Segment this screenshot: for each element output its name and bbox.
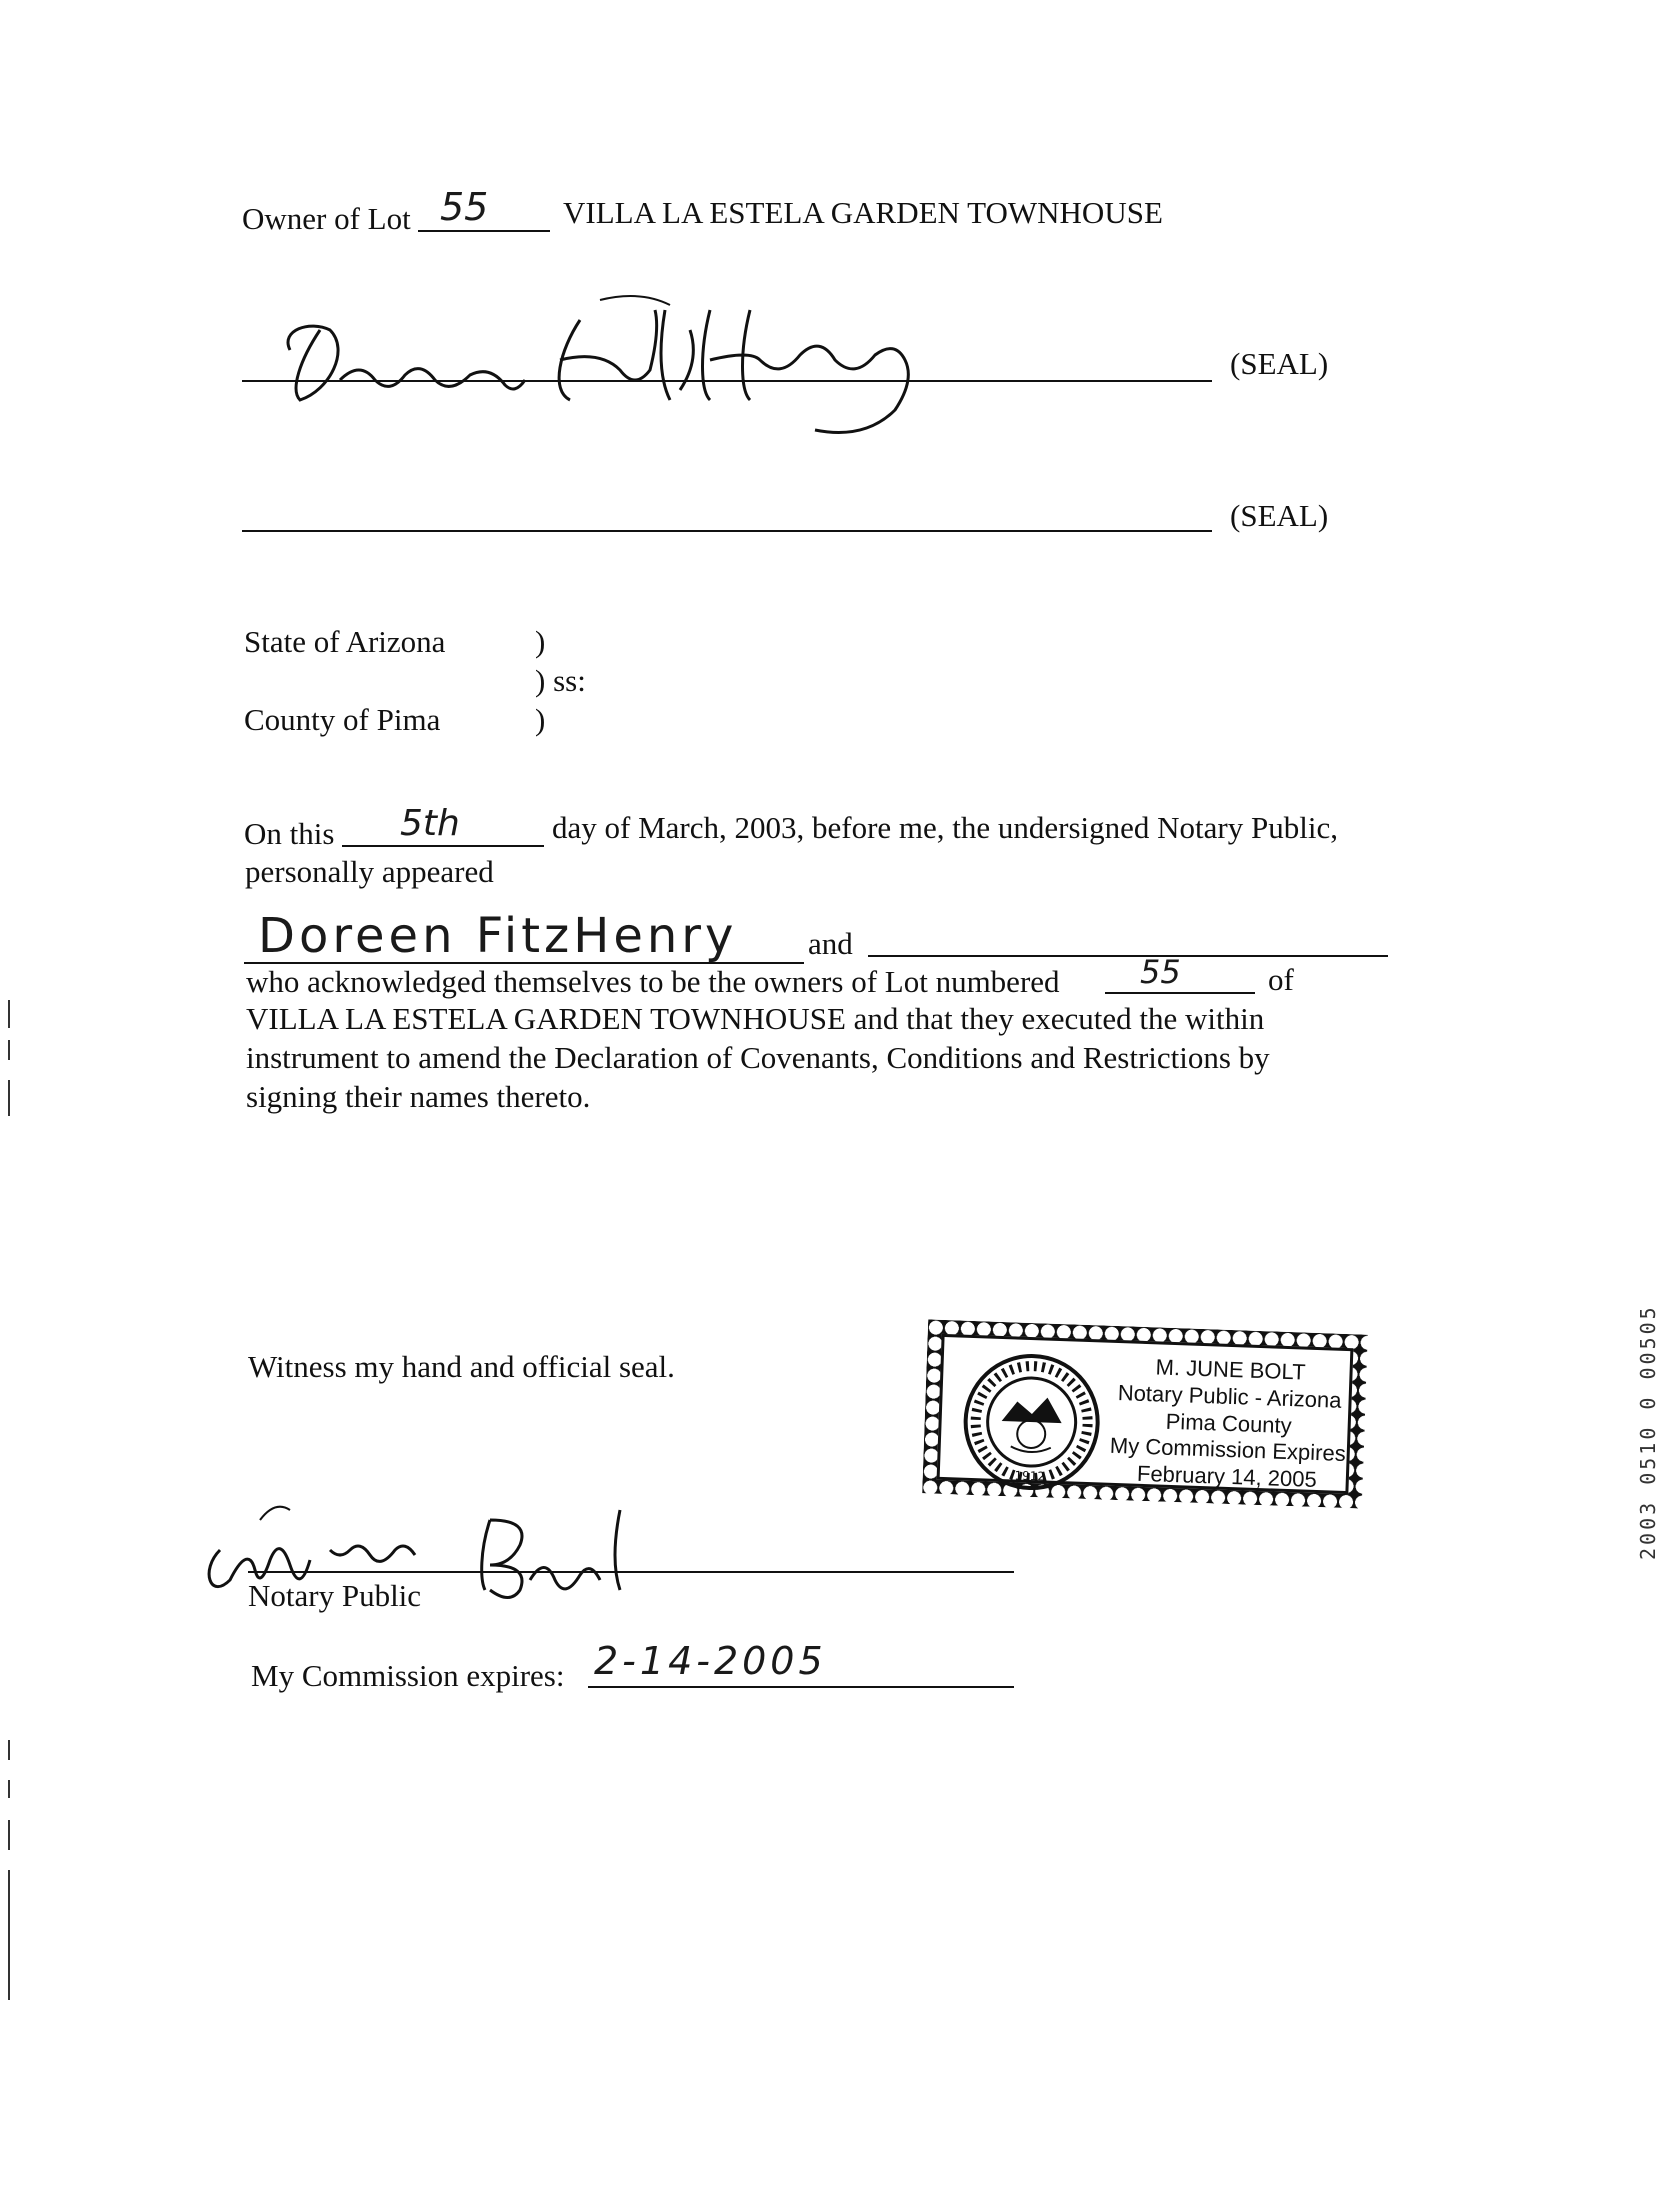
stamp-line-2: Notary Public - Arizona [1117,1379,1342,1413]
seal-year: 1912 [1014,1468,1046,1484]
county-label: County of Pima [244,702,441,737]
ack-line-c: instrument to amend the Declaration of Covenants, Conditions and Restrictions by [246,1040,1270,1075]
day-blank-line [342,845,544,847]
notary-signature-text [248,1530,254,1531]
witness-text: Witness my hand and official seal. [248,1349,675,1384]
seal-label-2: (SEAL) [1230,498,1329,533]
day-value-handwritten: 5th [400,803,460,844]
stamp-line-1: M. JUNE BOLT [1155,1354,1306,1385]
commission-line [588,1686,1014,1688]
lot-numbered-line [1105,992,1255,994]
venue-paren-1: ) [535,624,546,659]
commission-label: My Commission expires: [251,1658,565,1693]
and-text: and [808,926,853,961]
personally-appeared-text: personally appeared [245,854,494,889]
ack-line-b: VILLA LA ESTELA GARDEN TOWNHOUSE and that they executed the within [246,1001,1265,1036]
scan-margin-tick [8,1040,10,1060]
stamp-text-block [1097,1352,1360,1495]
scan-margin-tick [8,1000,10,1028]
scan-margin-tick [8,1820,10,1850]
owner-signature-graphic [270,290,1030,450]
stamp-line-3: Pima County [1165,1408,1293,1438]
lot-blank-line [418,230,550,232]
notary-stamp [922,1319,1368,1508]
second-name-line [868,955,1388,957]
ack-line-d: signing their names thereto. [246,1079,591,1114]
commission-value-handwritten: 2-14-2005 [594,1639,827,1683]
venue-paren-3: ) [535,702,546,737]
lot-value-handwritten: 55 [1140,953,1181,991]
state-label: State of Arizona [244,624,446,659]
scan-margin-tick [8,1080,10,1116]
stamp-body [937,1334,1354,1494]
scan-margin-tick [8,1780,10,1798]
day-rest-text: day of March, 2003, before me, the undersigned Notary Public, [552,810,1338,845]
scan-margin-tick [8,1870,10,2000]
seal-label-1: (SEAL) [1230,346,1329,381]
project-name: VILLA LA ESTELA GARDEN TOWNHOUSE [563,195,1163,230]
state-seal-icon [959,1350,1104,1495]
owner-prefix: Owner of Lot [242,201,411,236]
recording-number: 2003 0510 0 00505 [1636,1304,1660,1560]
notary-public-label: Notary Public [248,1578,422,1613]
on-this-label: On this [244,816,335,851]
venue-ss: ) ss: [535,663,586,698]
stamp-line-4: My Commission Expires [1109,1433,1347,1467]
ack-line-a: who acknowledged themselves to be the owners of Lot numbered [246,964,1060,999]
lot-number-handwritten: 55 [440,185,489,229]
scan-margin-tick [8,1740,10,1760]
stamp-line-5: February 14, 2005 [1136,1461,1318,1493]
signature-line-2 [242,530,1212,532]
of-text: of [1268,962,1294,997]
appeared-name-handwritten: Doreen FitzHenry [258,908,738,964]
